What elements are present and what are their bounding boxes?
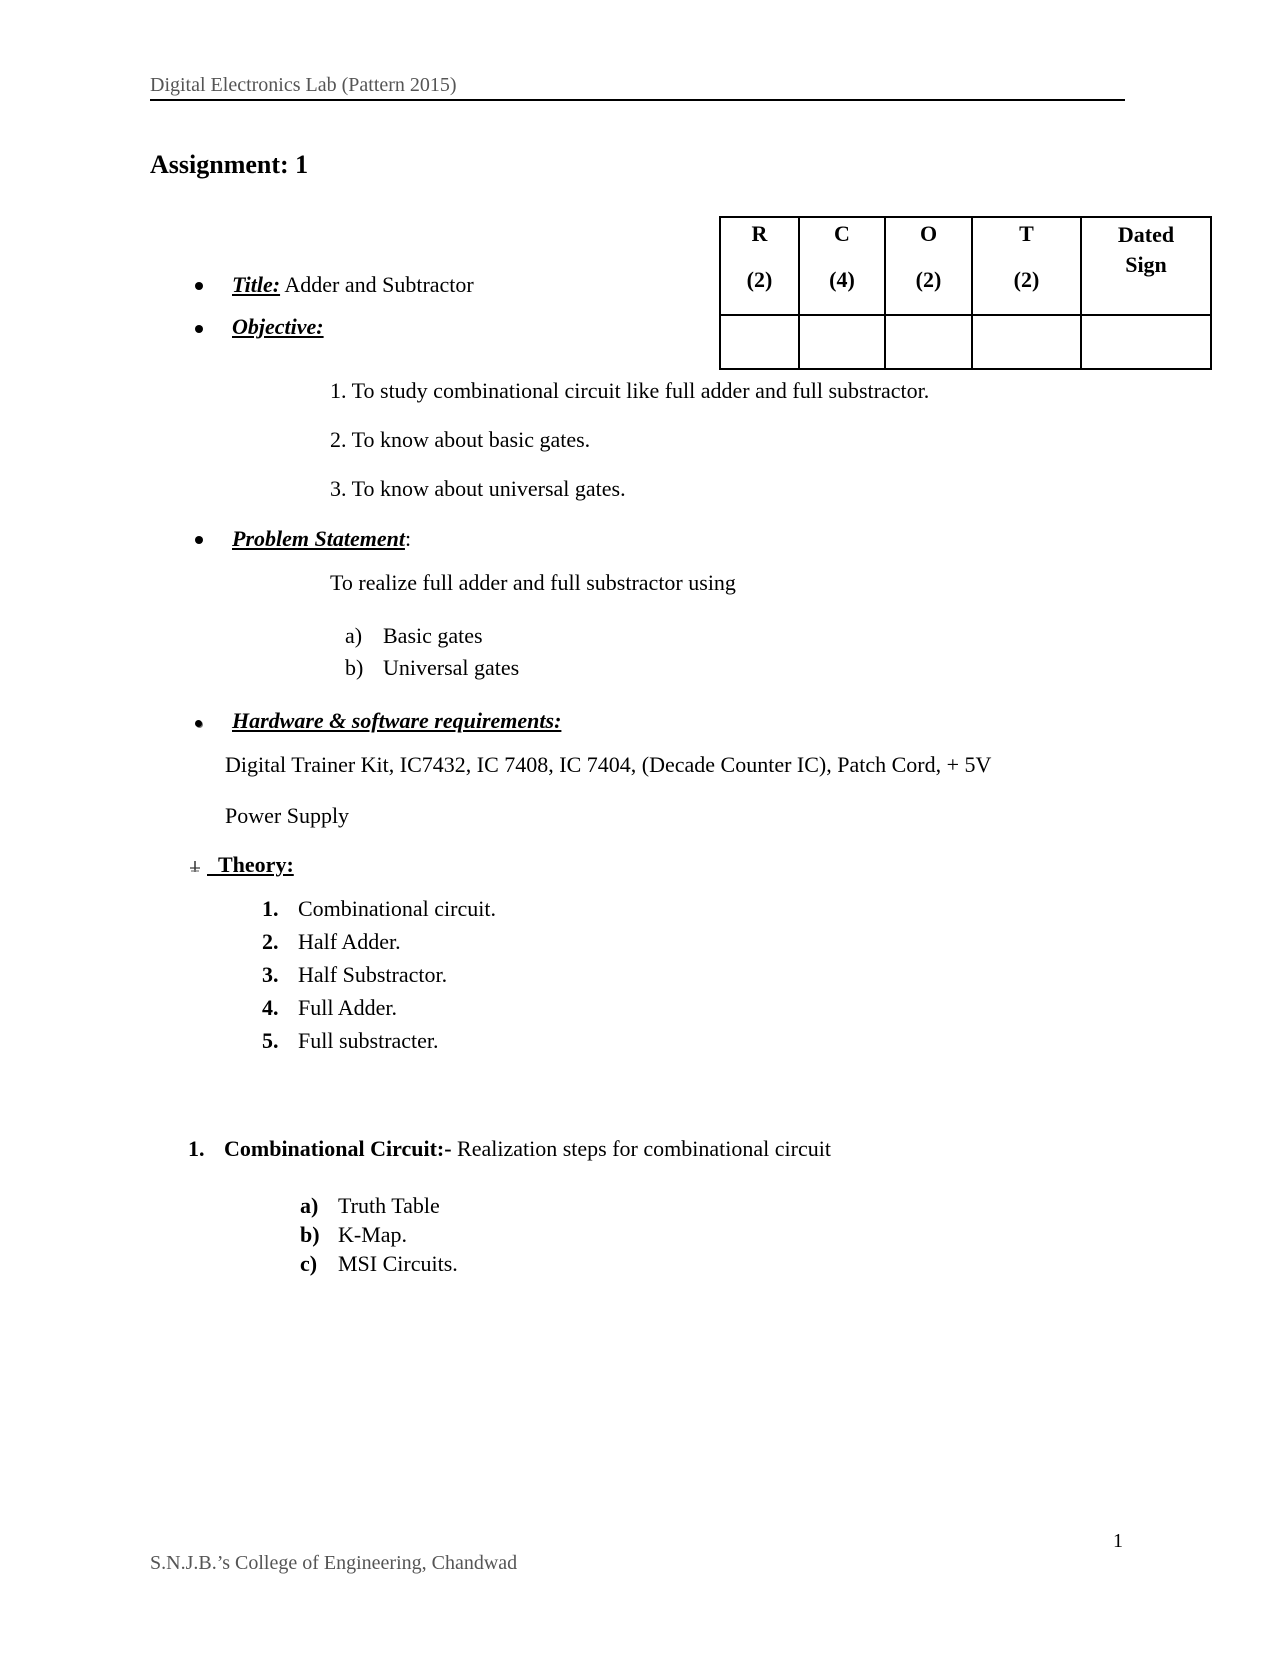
page-number: 1 bbox=[1113, 1530, 1123, 1552]
marks-col-c bbox=[799, 217, 885, 315]
theory-label-text: Theory: bbox=[218, 852, 294, 877]
theory-item bbox=[262, 896, 496, 922]
footer-college: S.N.J.B.’s College of Engineering, Chandwad bbox=[150, 1552, 518, 1574]
theory-item-text: Half Adder. bbox=[298, 929, 401, 954]
combinational-item bbox=[300, 1251, 458, 1277]
theory-item-num: 1. bbox=[262, 896, 279, 921]
marks-col-value: (2) bbox=[1013, 267, 1040, 292]
problem-label: Problem Statement bbox=[232, 526, 405, 551]
problem-option bbox=[345, 655, 519, 681]
objective-label: Objective: bbox=[232, 314, 324, 339]
theory-item-text: Full Adder. bbox=[298, 995, 398, 1020]
combinational-label: Combinational Circuit:- bbox=[224, 1136, 452, 1161]
hardware-label: Hardware & software requirements: bbox=[232, 708, 562, 733]
theory-item-num: 3. bbox=[262, 962, 279, 987]
hardware-line: Power Supply bbox=[225, 803, 350, 828]
theory-item bbox=[262, 1028, 439, 1054]
marks-cell-t[interactable] bbox=[972, 315, 1081, 369]
assignment-title: Assignment: 1 bbox=[150, 150, 309, 179]
item-text: Truth Table bbox=[338, 1193, 440, 1218]
objective-item: 2. To know about basic gates. bbox=[330, 427, 591, 452]
theory-item-num: 4. bbox=[262, 995, 279, 1020]
marks-col-o bbox=[885, 217, 972, 315]
marks-col-label: T bbox=[1019, 221, 1034, 246]
marks-col-dated-sign bbox=[1081, 217, 1211, 315]
title-text: Adder and Subtractor bbox=[284, 272, 474, 297]
theory-item-num: 5. bbox=[262, 1028, 279, 1053]
theory-item-text: Full substracter. bbox=[298, 1028, 439, 1053]
option-marker: a) bbox=[345, 623, 363, 648]
marks-cell-r[interactable] bbox=[720, 315, 799, 369]
marks-col-value: (2) bbox=[746, 267, 773, 292]
marks-cell-dated-sign[interactable] bbox=[1081, 315, 1211, 369]
theory-item bbox=[262, 995, 397, 1021]
combinational-num: 1. bbox=[188, 1136, 205, 1161]
theory-item-text: Combinational circuit. bbox=[298, 896, 496, 921]
running-header: Digital Electronics Lab (Pattern 2015) bbox=[150, 74, 457, 96]
item-marker: c) bbox=[300, 1251, 318, 1276]
marks-col-t bbox=[972, 217, 1081, 315]
objective-item: 3. To know about universal gates. bbox=[330, 476, 626, 501]
bullet-icon bbox=[195, 536, 203, 544]
combinational-item bbox=[300, 1222, 407, 1248]
title-line bbox=[232, 272, 474, 298]
theory-item bbox=[262, 929, 401, 955]
hardware-line: Digital Trainer Kit, IC7432, IC 7408, IC 7404, (Decade Counter IC), Patch Cord, + 5V bbox=[225, 752, 992, 777]
option-text: Universal gates bbox=[383, 655, 520, 680]
combinational-item bbox=[300, 1193, 440, 1219]
item-marker: a) bbox=[300, 1193, 319, 1218]
marks-col-value: (4) bbox=[829, 267, 855, 292]
header-rule bbox=[150, 99, 1125, 101]
objective-item: 1. To study combinational circuit like full adder and full substractor. bbox=[330, 378, 930, 403]
marks-col-r bbox=[720, 217, 799, 315]
problem-line bbox=[232, 526, 411, 552]
problem-colon: : bbox=[404, 526, 412, 551]
marks-col-label: O bbox=[919, 221, 938, 246]
theory-item-num: 2. bbox=[262, 929, 279, 954]
marks-col-value: (2) bbox=[915, 267, 942, 292]
marks-col-label: R bbox=[751, 221, 768, 246]
marks-col-label: C bbox=[834, 221, 850, 246]
marks-cell-c[interactable] bbox=[799, 315, 885, 369]
marks-cell-o[interactable] bbox=[885, 315, 972, 369]
sign-label: Sign bbox=[1125, 252, 1167, 277]
theory-item-text: Half Substractor. bbox=[298, 962, 448, 987]
item-marker: b) bbox=[300, 1222, 320, 1247]
bullet-icon bbox=[195, 282, 203, 290]
theory-item bbox=[262, 962, 447, 988]
problem-text: To realize full adder and full substractor using bbox=[330, 570, 736, 595]
item-text: K-Map. bbox=[338, 1222, 408, 1247]
marks-table bbox=[719, 216, 1212, 370]
dated-label: Dated bbox=[1117, 222, 1175, 247]
bullet-icon bbox=[195, 325, 203, 333]
option-text: Basic gates bbox=[383, 623, 483, 648]
title-label: Title: bbox=[232, 272, 281, 297]
item-text: MSI Circuits. bbox=[338, 1251, 458, 1276]
theory-label bbox=[207, 852, 294, 878]
combinational-text: Realization steps for combinational circuit bbox=[451, 1136, 831, 1161]
option-marker: b) bbox=[345, 655, 364, 680]
combinational-line bbox=[188, 1136, 831, 1162]
arrow-down-bullet-icon bbox=[188, 860, 202, 874]
bullet-icon bbox=[195, 720, 202, 727]
problem-option bbox=[345, 623, 483, 649]
